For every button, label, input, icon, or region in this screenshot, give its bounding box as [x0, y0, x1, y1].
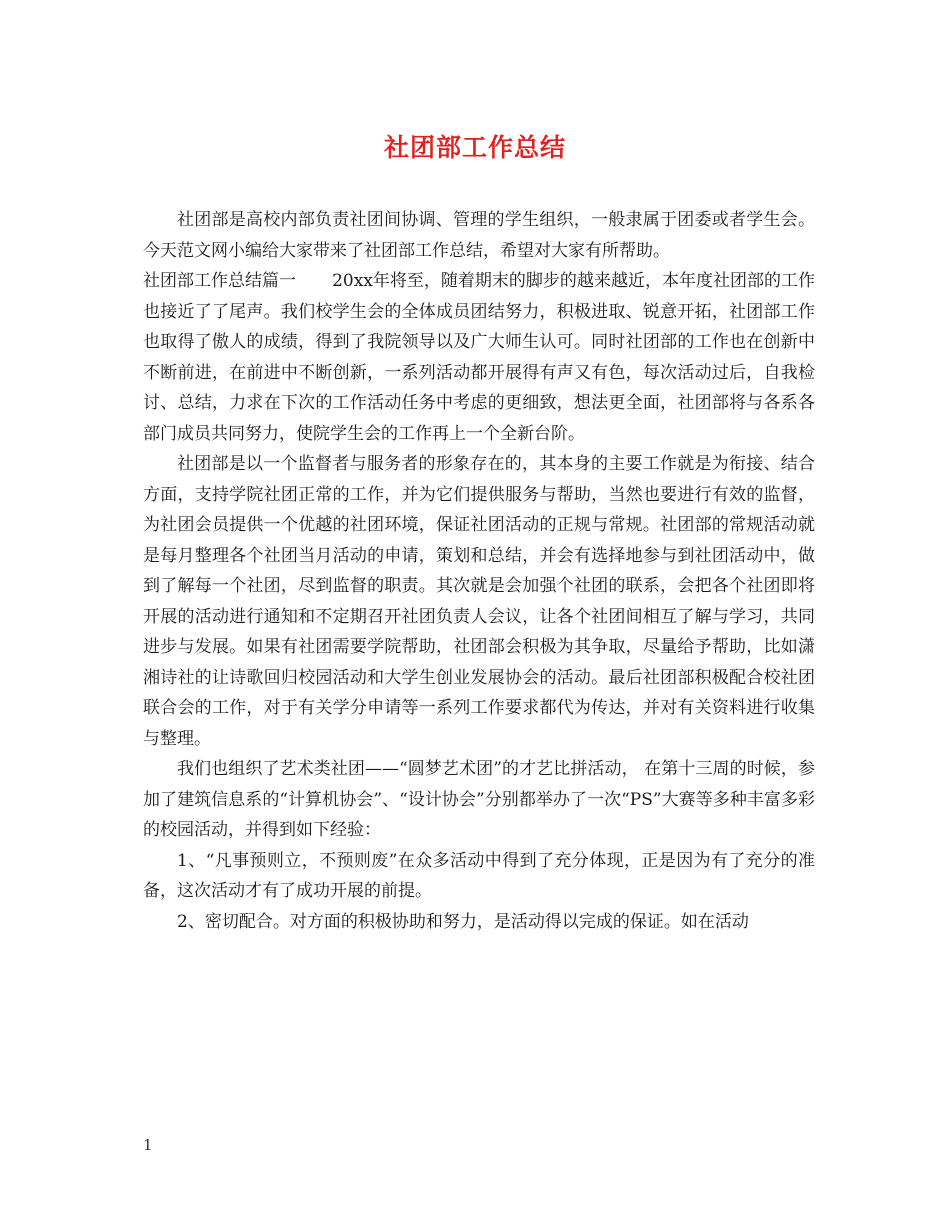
page-number: 1: [143, 1136, 153, 1154]
section-heading: 社团部工作总结篇一: [143, 271, 297, 291]
list-item-1: 1、“凡事预则立，不预则废”在众多活动中得到了充分体现，正是因为有了充分的准备，这次活动才有了成功开展的前提。: [143, 850, 815, 901]
document-title: 社团部工作总结: [383, 133, 566, 162]
document-body: [143, 205, 815, 937]
section-paragraph-1: [143, 266, 815, 449]
paragraph-1-text: 20xx年将至，随着期末的脚步的越来越近，本年度社团部的工作也接近了了尾声。我们校学生会的全体成员团结努力，积极进取、锐意开拓，社团部工作也取得了傲人的成绩，得到了我院领导以及广大师生认可。同时社团部的工作也在创新中不断前进，在前进中不断创新，一系列活动都开展得有声又有色，每次活动过后，自我检讨、总结，力求在下次的工作活动任务中考虑的更细致，想法更全面，社团部将与各系各部门成员共同努力，使院学生会的工作再上一个全新台阶。: [143, 271, 816, 444]
intro-paragraph: 社团部是高校内部负责社团间协调、管理的学生组织，一般隶属于团委或者学生会。今天范文网小编给大家带来了社团部工作总结，希望对大家有所帮助。: [143, 210, 815, 261]
paragraph-2: 社团部是以一个监督者与服务者的形象存在的，其本身的主要工作就是为衔接、结合方面，支持学院社团正常的工作，并为它们提供服务与帮助，当然也要进行有效的监督，为社团会员提供一个优越的社团环境，保证社团活动的正规与常规。社团部的常规活动就是每月整理各个社团当月活动的申请，策划和总结，并会有选择地参与到社团活动中，做到了解每一个社团，尽到监督的职责。其次就是会加强个社团的联系，会把各个社团即将开展的活动进行通知和不定期召开社团负责人会议，让各个社团间相互了解与学习，共同进步与发展。如果有社团需要学院帮助，社团部会积极为其争取，尽量给予帮助，比如潇湘诗社的让诗歌回归校园活动和大学生创业发展协会的活动。最后社团部积极配合校社团联合会的工作，对于有关学分申请等一系列工作要求都代为传达，并对有关资料进行收集与整理。: [143, 454, 815, 749]
paragraph-3: 我们也组织了艺术类社团——“圆梦艺术团”的才艺比拼活动， 在第十三周的时候，参加了建筑信息系的“计算机协会”、“设计协会”分别都举办了一次“PS”大赛等多种丰富多彩的校园活动，并得到如下经验：: [143, 759, 815, 840]
list-item-2: 2、密切配合。对方面的积极协助和努力，是活动得以完成的保证。如在活动: [177, 911, 749, 932]
